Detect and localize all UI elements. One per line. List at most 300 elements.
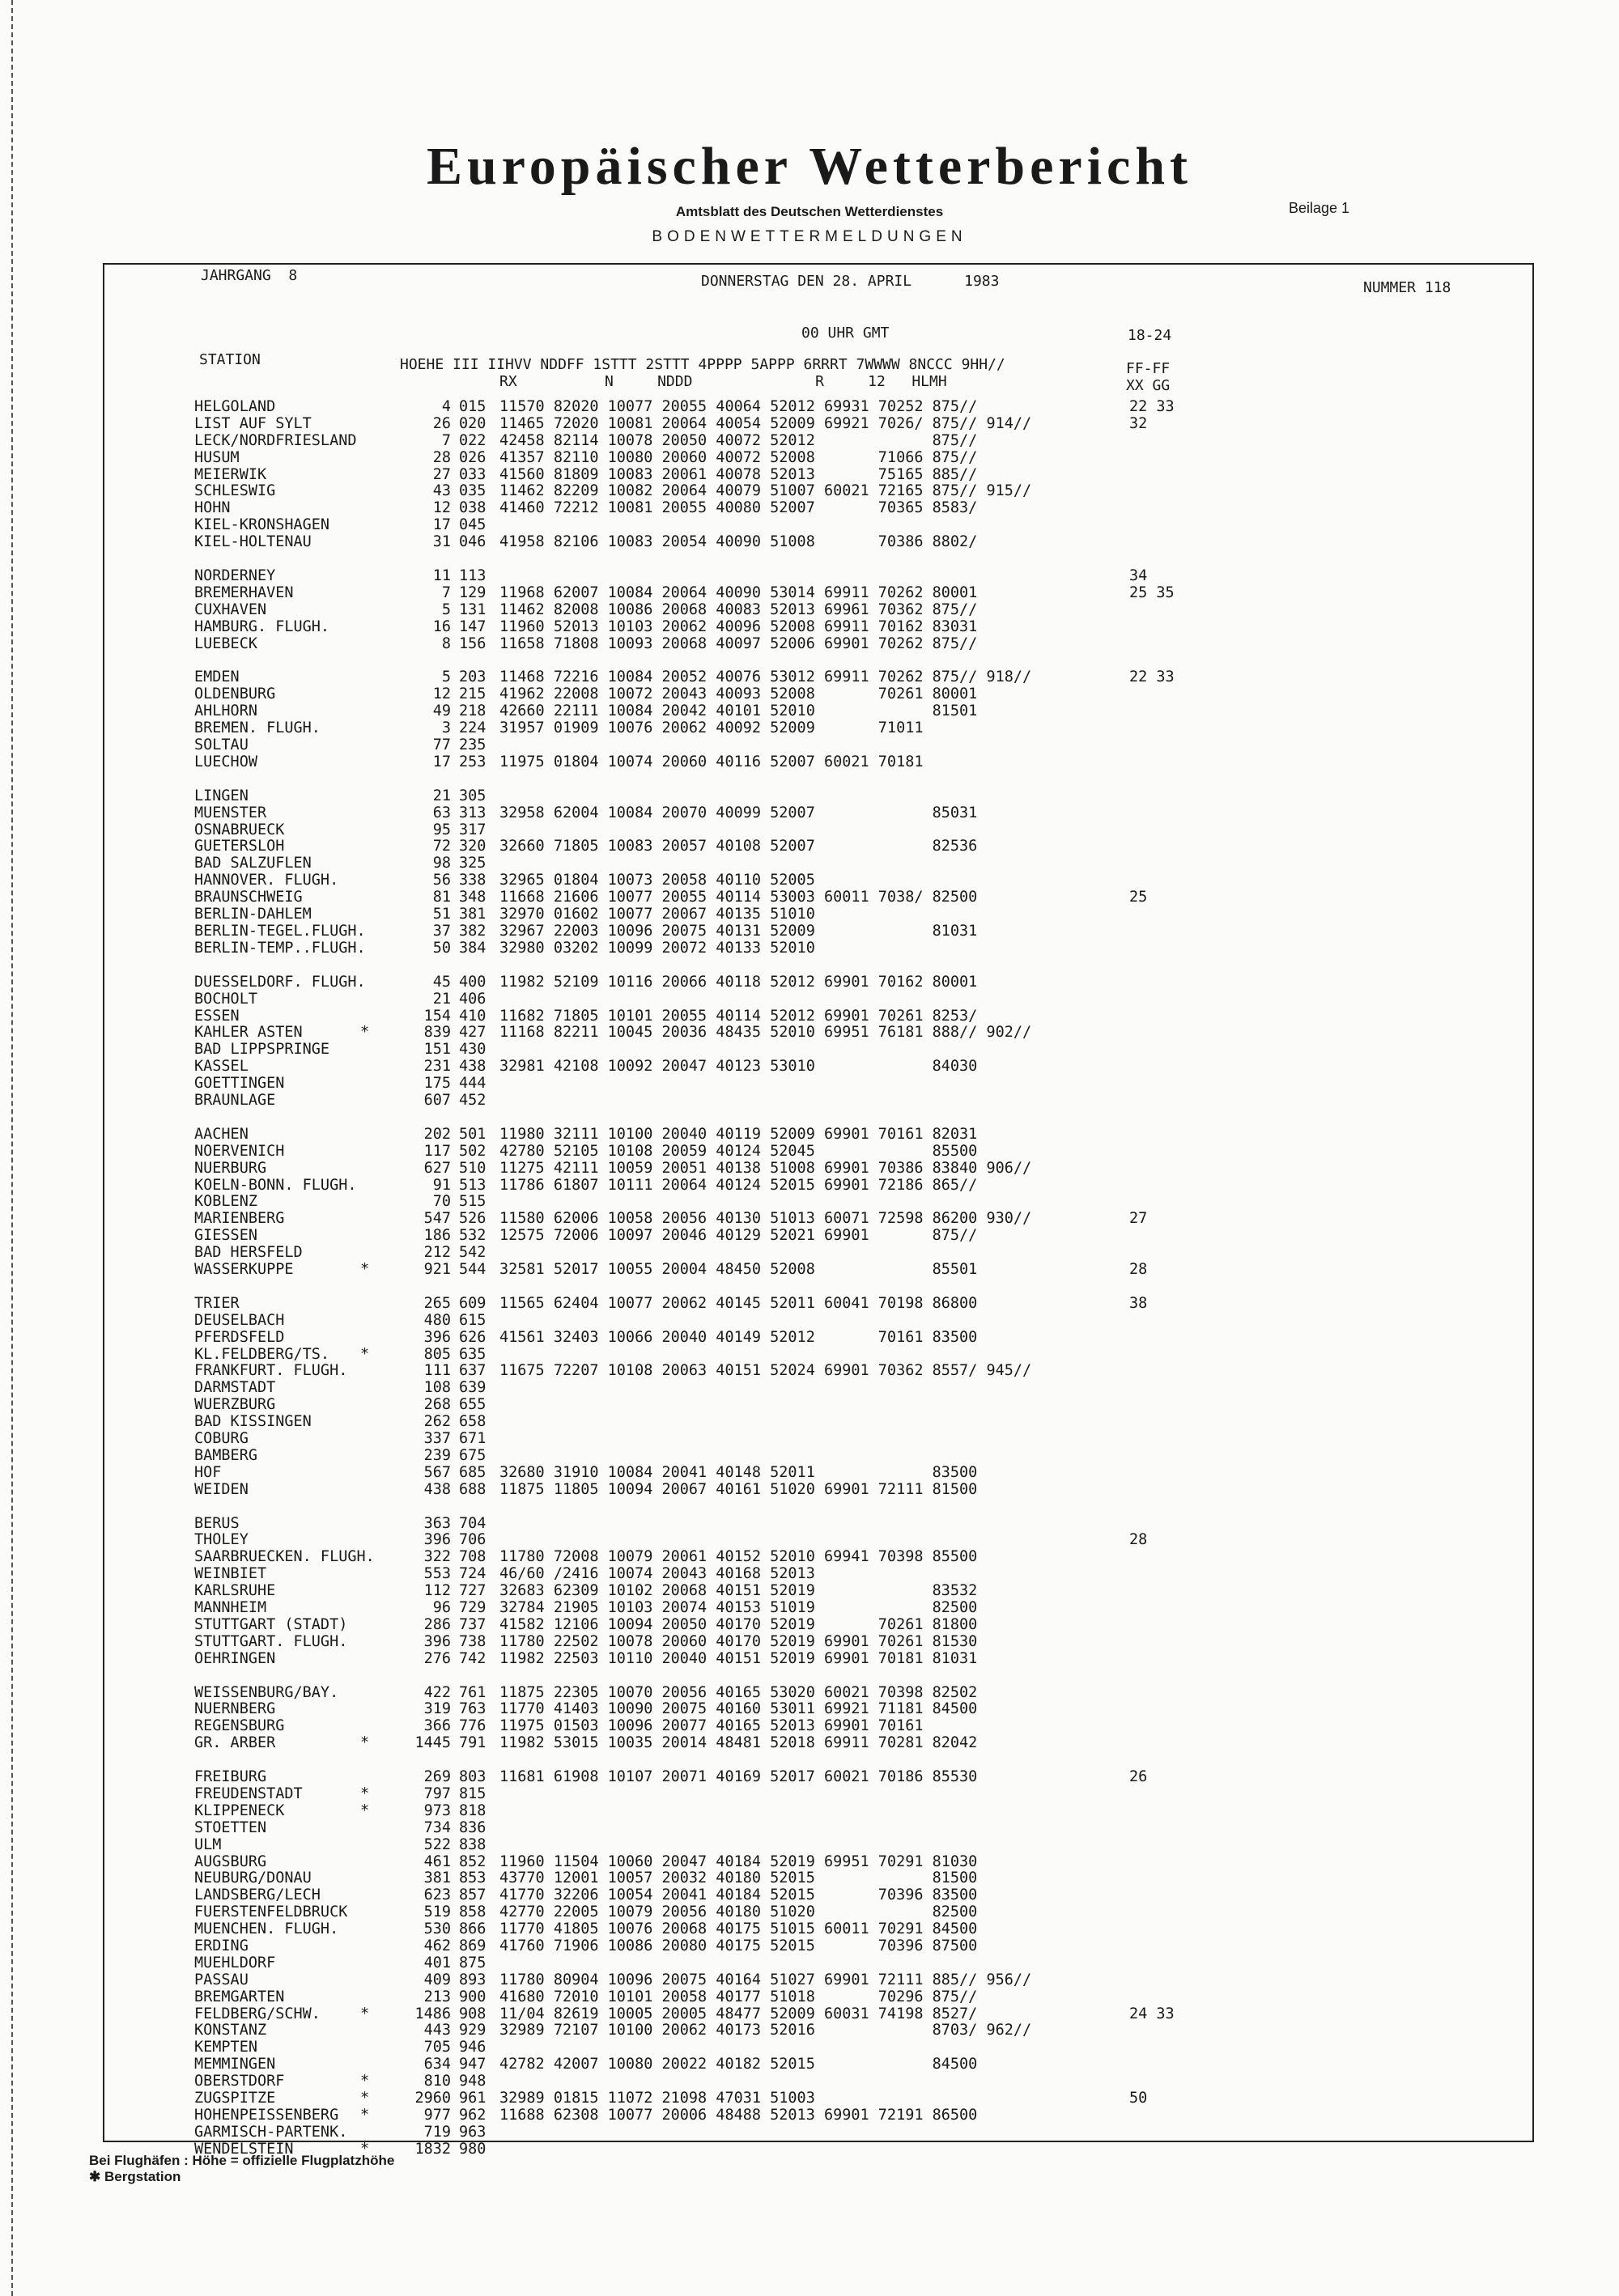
table-row — [194, 1531, 1506, 1548]
table-row — [194, 1058, 1506, 1075]
station-number: 761 — [459, 1683, 487, 1701]
station-height: 627 — [423, 1159, 451, 1177]
station-name: CUXHAVEN — [194, 601, 267, 618]
station-name: GUETERSLOH — [194, 838, 285, 855]
station-name: BRAUNSCHWEIG — [194, 889, 303, 906]
synop-groups: 41958 82106 10083 20054 40090 51008 70386 8802/ — [499, 533, 978, 551]
table-row — [194, 432, 1506, 449]
table-row — [194, 1024, 1506, 1041]
station-number: 637 — [459, 1362, 487, 1380]
table-row — [194, 1785, 1506, 1802]
station-number: 020 — [459, 414, 487, 432]
station-name: LINGEN — [194, 787, 249, 804]
table-row — [194, 1447, 1506, 1464]
station-height: 381 — [423, 1869, 451, 1887]
station-height: 1486 — [414, 2005, 451, 2022]
station-number: 022 — [459, 431, 487, 449]
code-column-header-line1: HOEHE III IIHVV NDDFF 1STTT 2STTT 4PPPP 5APPP 6RRRT 7WWWW 8NCCC 9HH// — [400, 356, 1005, 373]
station-number: 946 — [459, 2039, 487, 2056]
station-name: BERLIN-DAHLEM — [194, 906, 312, 923]
synop-groups: 11682 71805 10101 20055 40114 52012 69901 70261 8253/ — [499, 1007, 978, 1025]
station-height: 805 — [423, 1345, 451, 1363]
synop-groups: 11780 72008 10079 20061 40152 52010 69941 70398 85500 — [499, 1548, 978, 1566]
station-height: 51 — [432, 906, 451, 923]
station-name: MARIENBERG — [194, 1210, 285, 1228]
station-name: DUESSELDORF. FLUGH. — [194, 973, 366, 991]
station-height: 567 — [423, 1463, 451, 1481]
synop-groups: 11875 11805 10094 20067 40161 51020 69901 72111 81500 — [499, 1480, 978, 1498]
station-number: 791 — [459, 1734, 487, 1752]
station-height: 921 — [423, 1260, 451, 1278]
synop-groups: 11780 22502 10078 20060 40170 52019 69901 70261 81530 — [499, 1632, 978, 1650]
station-number: 452 — [459, 1091, 487, 1109]
footnote-mountain-station: ✱ Bergstation — [89, 2169, 181, 2184]
station-height: 1832 — [414, 2140, 451, 2158]
station-height: 27 — [432, 465, 451, 483]
table-row — [194, 1971, 1506, 1988]
station-height: 49 — [432, 702, 451, 720]
station-height: 112 — [423, 1582, 451, 1600]
station-number: 526 — [459, 1210, 487, 1228]
table-row — [194, 1261, 1506, 1278]
station-name: KOBLENZ — [194, 1193, 257, 1211]
table-row — [194, 719, 1506, 736]
table-row — [194, 872, 1506, 889]
station-number: 038 — [459, 499, 487, 517]
synop-groups: 11462 82209 10082 20064 40079 51007 60021 72165 875// 915// — [499, 482, 1032, 500]
table-row — [194, 753, 1506, 770]
station-height: 547 — [423, 1210, 451, 1228]
table-row — [194, 1346, 1506, 1363]
table-row — [194, 1903, 1506, 1920]
station-number: 400 — [459, 973, 487, 991]
table-row — [194, 1041, 1506, 1058]
table-row — [194, 1700, 1506, 1717]
station-name: NUERBURG — [194, 1159, 267, 1177]
publisher-subtitle: Amtsblatt des Deutschen Wetterdienstes — [675, 204, 944, 219]
table-row — [194, 1548, 1506, 1565]
station-number: 900 — [459, 1988, 487, 2005]
station-number: 803 — [459, 1768, 487, 1786]
station-number: 724 — [459, 1565, 487, 1583]
wind-peak: 32 — [1129, 414, 1148, 432]
station-name: BAD KISSINGEN — [194, 1413, 312, 1431]
station-number: 502 — [459, 1142, 487, 1160]
station-name: OLDENBURG — [194, 685, 276, 703]
station-name: MEMMINGEN — [194, 2056, 276, 2073]
station-name: HANNOVER. FLUGH. — [194, 872, 339, 889]
table-row — [194, 1565, 1506, 1582]
station-number: 430 — [459, 1041, 487, 1059]
binding-perforation — [0, 0, 13, 2296]
table-row — [194, 1362, 1506, 1379]
station-number: 815 — [459, 1785, 487, 1803]
station-height: 26 — [432, 414, 451, 432]
station-height: 175 — [423, 1075, 451, 1093]
station-name: BERLIN-TEGEL.FLUGH. — [194, 922, 366, 940]
station-number: 763 — [459, 1700, 487, 1718]
station-number: 655 — [459, 1396, 487, 1414]
table-row — [194, 940, 1506, 957]
table-row — [194, 1515, 1506, 1532]
table-row — [194, 1920, 1506, 1937]
station-height: 810 — [423, 2073, 451, 2090]
station-number: 501 — [459, 1125, 487, 1143]
synop-groups: 11982 53015 10035 20014 48481 52018 69911 70281 82042 — [499, 1734, 978, 1752]
table-row — [194, 1143, 1506, 1160]
synop-groups: 11675 72207 10108 20063 40151 52024 69901 70362 8557/ 945// — [499, 1362, 1032, 1380]
table-row — [194, 618, 1506, 635]
station-name: FUERSTENFELDBRUCK — [194, 1903, 348, 1921]
station-name: WEISSENBURG/BAY. — [194, 1683, 339, 1701]
station-name: EMDEN — [194, 668, 240, 686]
station-height: 7 — [441, 431, 451, 449]
synop-groups: 32970 01602 10077 20067 40135 51010 — [499, 906, 815, 923]
table-row — [194, 1684, 1506, 1701]
station-number: 147 — [459, 618, 487, 635]
station-number: 980 — [459, 2140, 487, 2158]
station-number: 317 — [459, 821, 487, 838]
station-height: 607 — [423, 1091, 451, 1109]
station-name: WENDELSTEIN — [194, 2140, 294, 2158]
table-row — [194, 567, 1506, 584]
synop-groups: 11570 82020 10077 20055 40064 52012 69931 70252 875// — [499, 398, 978, 415]
table-row — [194, 2039, 1506, 2056]
station-height: 45 — [432, 973, 451, 991]
station-height: 519 — [423, 1903, 451, 1921]
table-row — [194, 466, 1506, 483]
synop-groups: 32581 52017 10055 20004 48450 52008 85501 — [499, 1260, 978, 1278]
station-height: 265 — [423, 1294, 451, 1312]
station-number: 729 — [459, 1599, 487, 1616]
synop-groups: 42660 22111 10084 20042 40101 52010 81501 — [499, 702, 978, 720]
synop-groups: 41770 32206 10054 20041 40184 52015 70396 83500 — [499, 1886, 978, 1904]
station-height: 21 — [432, 787, 451, 804]
station-height: 8 — [441, 634, 451, 652]
page-title: Europäischer Wetterbericht — [426, 137, 1193, 196]
table-row — [194, 1008, 1506, 1025]
station-height: 276 — [423, 1649, 451, 1667]
station-height: 522 — [423, 1836, 451, 1853]
station-number: 515 — [459, 1193, 487, 1211]
station-height: 17 — [432, 753, 451, 770]
station-name: HOHENPEISSENBERG — [194, 2106, 339, 2124]
table-row — [194, 1954, 1506, 1971]
synop-groups: 32981 42108 10092 20047 40123 53010 84030 — [499, 1058, 978, 1076]
wind-peak: 26 — [1129, 1768, 1148, 1786]
table-row — [194, 1717, 1506, 1734]
station-name: PFERDSFELD — [194, 1328, 285, 1346]
station-number: 875 — [459, 1954, 487, 1971]
station-name: BAD LIPPSPRINGE — [194, 1041, 330, 1059]
station-number: 313 — [459, 804, 487, 821]
station-name: THOLEY — [194, 1531, 249, 1549]
wind-peak: 28 — [1129, 1260, 1148, 1278]
synop-groups: 41560 81809 10083 20061 40078 52013 75165 885// — [499, 465, 978, 483]
station-number: 129 — [459, 584, 487, 601]
synop-groups: 32660 71805 10083 20057 40108 52007 82536 — [499, 838, 978, 855]
synop-groups: 31957 01909 10076 20062 40092 52009 71011 — [499, 719, 924, 737]
wind-column-header-line1: FF-FF — [1126, 360, 1171, 377]
station-number: 444 — [459, 1075, 487, 1093]
station-column-header: STATION — [199, 351, 261, 368]
station-number: 962 — [459, 2106, 487, 2124]
table-row — [194, 838, 1506, 855]
synop-groups: 32958 62004 10084 20070 40099 52007 85031 — [499, 804, 978, 821]
wind-peak: 22 33 — [1129, 668, 1175, 686]
station-name: SCHLESWIG — [194, 482, 276, 500]
table-row — [194, 1768, 1506, 1785]
synop-groups: 12575 72006 10097 20046 40129 52021 69901 875// — [499, 1227, 978, 1245]
station-height: 21 — [432, 990, 451, 1008]
station-number: 675 — [459, 1446, 487, 1464]
station-name: HAMBURG. FLUGH. — [194, 618, 330, 635]
mountain-station-marker: * — [360, 1785, 370, 1803]
synop-groups: 32784 21905 10103 20074 40153 51019 82500 — [499, 1599, 978, 1616]
station-number: 325 — [459, 855, 487, 872]
table-row — [194, 415, 1506, 432]
table-row — [194, 1599, 1506, 1616]
station-number: 215 — [459, 685, 487, 703]
station-name: MUEHLDORF — [194, 1954, 276, 1971]
mountain-station-marker: * — [360, 1802, 370, 1819]
wind-peak: 50 — [1129, 2090, 1148, 2107]
table-row — [194, 449, 1506, 466]
station-height: 443 — [423, 2022, 451, 2039]
table-row — [194, 1650, 1506, 1667]
station-number: 626 — [459, 1328, 487, 1346]
group-separator — [194, 1498, 1506, 1515]
station-height: 70 — [432, 1193, 451, 1211]
station-name: KL.FELDBERG/TS. — [194, 1345, 330, 1363]
station-height: 7 — [441, 584, 451, 601]
wind-peak: 25 35 — [1129, 584, 1175, 601]
table-row — [194, 1126, 1506, 1143]
station-height: 72 — [432, 838, 451, 855]
synop-groups: 41357 82110 10080 20060 40072 52008 71066 875// — [499, 448, 978, 466]
station-height: 5 — [441, 668, 451, 686]
synop-groups: 41460 72212 10081 20055 40080 52007 70365 8583/ — [499, 499, 978, 517]
table-row — [194, 1177, 1506, 1194]
station-name: WASSERKUPPE — [194, 1260, 294, 1278]
synop-groups: 11275 42111 10059 20051 40138 51008 69901 70386 83840 906// — [499, 1159, 1032, 1177]
station-name: KOELN-BONN. FLUGH. — [194, 1176, 357, 1194]
station-number: 427 — [459, 1024, 487, 1042]
synop-groups: 32683 62309 10102 20068 40151 52019 83532 — [499, 1582, 978, 1600]
synop-groups: 11980 32111 10100 20040 40119 52009 69901 70161 82031 — [499, 1125, 978, 1143]
code-column-header-line2: RX N NDDD R 12 HLMH — [499, 373, 947, 390]
station-number: 542 — [459, 1244, 487, 1262]
table-row — [194, 702, 1506, 719]
table-row — [194, 1312, 1506, 1329]
table-row — [194, 668, 1506, 685]
station-name: BAMBERG — [194, 1446, 257, 1464]
table-row — [194, 736, 1506, 753]
station-name: HOHN — [194, 499, 231, 517]
table-row — [194, 499, 1506, 516]
station-height: 461 — [423, 1853, 451, 1870]
station-height: 319 — [423, 1700, 451, 1718]
station-height: 154 — [423, 1007, 451, 1025]
station-height: 719 — [423, 2123, 451, 2141]
synop-groups: 11/04 82619 10005 20005 48477 52009 60031 74198 8527/ — [499, 2005, 978, 2022]
station-name: OBERSTDORF — [194, 2073, 285, 2090]
station-height: 151 — [423, 1041, 451, 1059]
table-row — [194, 889, 1506, 906]
synop-groups: 32965 01804 10073 20058 40110 52005 — [499, 872, 815, 889]
station-height: 77 — [432, 736, 451, 754]
table-row — [194, 1582, 1506, 1599]
synop-groups: 11982 22503 10110 20040 40151 52019 69901 70181 81031 — [499, 1649, 978, 1667]
synop-groups: 32989 01815 11072 21098 47031 51003 — [499, 2090, 815, 2107]
station-name: OSNABRUECK — [194, 821, 285, 838]
synop-groups: 11465 72020 10081 20064 40054 52009 69921 7026/ 875// 914// — [499, 414, 1032, 432]
mountain-station-marker: * — [360, 1345, 370, 1363]
station-name: HELGOLAND — [194, 398, 276, 415]
station-height: 286 — [423, 1615, 451, 1633]
station-number: 948 — [459, 2073, 487, 2090]
station-number: 406 — [459, 990, 487, 1008]
station-number: 046 — [459, 533, 487, 551]
table-row — [194, 1853, 1506, 1870]
station-height: 553 — [423, 1565, 451, 1583]
table-row — [194, 1836, 1506, 1853]
station-name: BREMGARTEN — [194, 1988, 285, 2005]
station-number: 338 — [459, 872, 487, 889]
station-name: BERUS — [194, 1514, 240, 1532]
station-number: 235 — [459, 736, 487, 754]
station-number: 857 — [459, 1886, 487, 1904]
group-separator — [194, 1109, 1506, 1126]
station-number: 609 — [459, 1294, 487, 1312]
wind-peak: 34 — [1129, 567, 1148, 585]
station-number: 727 — [459, 1582, 487, 1600]
synop-groups: 11658 71808 10093 20068 40097 52006 69901 70262 875// — [499, 634, 978, 652]
volume-label: JAHRGANG 8 — [201, 267, 298, 284]
station-number: 639 — [459, 1379, 487, 1397]
station-name: AACHEN — [194, 1125, 249, 1143]
station-name: ERDING — [194, 1937, 249, 1955]
synop-groups: 11770 41403 10090 20075 40160 53011 69921 71181 84500 — [499, 1700, 978, 1718]
table-row — [194, 1193, 1506, 1210]
station-number: 858 — [459, 1903, 487, 1921]
station-height: 28 — [432, 448, 451, 466]
station-height: 202 — [423, 1125, 451, 1143]
station-number: 836 — [459, 1819, 487, 1836]
station-name: KIEL-KRONSHAGEN — [194, 516, 330, 534]
synop-groups: 42780 52105 10108 20059 40124 52045 85500 — [499, 1142, 978, 1160]
synop-groups: 11168 82211 10045 20036 48435 52010 69951 76181 888// 902// — [499, 1024, 1032, 1042]
station-name: REGENSBURG — [194, 1717, 285, 1735]
station-number: 033 — [459, 465, 487, 483]
synop-groups: 32980 03202 10099 20072 40133 52010 — [499, 939, 815, 957]
mountain-station-marker: * — [360, 1260, 370, 1278]
footnote-airport-height: Bei Flughäfen : Höhe = offizielle Flugplatzhöhe — [89, 2153, 395, 2168]
station-number: 305 — [459, 787, 487, 804]
station-name: TRIER — [194, 1294, 240, 1312]
station-number: 615 — [459, 1311, 487, 1329]
station-height: 438 — [423, 1480, 451, 1498]
station-height: 268 — [423, 1396, 451, 1414]
table-row — [194, 1075, 1506, 1092]
station-name: HOF — [194, 1463, 222, 1481]
station-height: 262 — [423, 1413, 451, 1431]
table-row — [194, 635, 1506, 652]
station-height: 839 — [423, 1024, 451, 1042]
station-name: FREIBURG — [194, 1768, 267, 1786]
synop-groups: 11960 11504 10060 20047 40184 52019 69951 70291 81030 — [499, 1853, 978, 1870]
footnotes — [89, 2153, 394, 2185]
synop-groups: 43770 12001 10057 20032 40180 52015 81500 — [499, 1869, 978, 1887]
synop-groups: 11982 52109 10116 20066 40118 52012 69901 70162 80001 — [499, 973, 978, 991]
synop-groups: 11770 41805 10076 20068 40175 51015 60011 70291 84500 — [499, 1920, 978, 1938]
station-number: 203 — [459, 668, 487, 686]
station-number: 156 — [459, 634, 487, 652]
station-number: 947 — [459, 2056, 487, 2073]
station-number: 738 — [459, 1632, 487, 1650]
table-row — [194, 991, 1506, 1008]
table-row — [194, 1633, 1506, 1650]
wind-peak: 28 — [1129, 1531, 1148, 1549]
station-number: 737 — [459, 1615, 487, 1633]
station-name: FELDBERG/SCHW. — [194, 2005, 321, 2022]
table-row — [194, 1430, 1506, 1447]
synop-groups: 11681 61908 10107 20071 40169 52017 60021 70186 85530 — [499, 1768, 978, 1786]
station-name: KEMPTEN — [194, 2039, 257, 2056]
station-height: 337 — [423, 1429, 451, 1447]
station-height: 56 — [432, 872, 451, 889]
station-height: 108 — [423, 1379, 451, 1397]
station-number: 869 — [459, 1937, 487, 1955]
table-row — [194, 1092, 1506, 1109]
synop-groups: 11565 62404 10077 20062 40145 52011 60041 70198 86800 — [499, 1294, 978, 1312]
station-height: 11 — [432, 567, 451, 585]
table-row — [194, 787, 1506, 804]
station-height: 111 — [423, 1362, 451, 1380]
synop-groups: 42770 22005 10079 20056 40180 51020 82500 — [499, 1903, 978, 1921]
table-row — [194, 1616, 1506, 1633]
station-name: MEIERWIK — [194, 465, 267, 483]
synop-groups: 11786 61807 10111 20064 40124 52015 69901 72186 865// — [499, 1176, 978, 1194]
synop-groups: 11975 01503 10096 20077 40165 52013 69901 70161 — [499, 1717, 924, 1735]
station-number: 544 — [459, 1260, 487, 1278]
station-number: 929 — [459, 2022, 487, 2039]
group-separator — [194, 1751, 1506, 1768]
station-height: 98 — [432, 855, 451, 872]
station-name: BAD HERSFELD — [194, 1244, 303, 1262]
station-number: 708 — [459, 1548, 487, 1566]
station-height: 96 — [432, 1599, 451, 1616]
synop-groups: 46/60 /2416 10074 20043 40168 52013 — [499, 1565, 815, 1583]
station-number: 410 — [459, 1007, 487, 1025]
synop-groups: 32989 72107 10100 20062 40173 52016 8703/ 962// — [499, 2022, 1032, 2039]
station-name: SAARBRUECKEN. FLUGH. — [194, 1548, 375, 1566]
table-row — [194, 1227, 1506, 1244]
group-separator — [194, 651, 1506, 668]
station-name: WEINBIET — [194, 1565, 267, 1583]
station-height: 363 — [423, 1514, 451, 1532]
table-row — [194, 1160, 1506, 1177]
issue-date: DONNERSTAG DEN 28. APRIL 1983 — [701, 273, 1000, 290]
synop-groups: 41962 22008 10072 20043 40093 52008 70261 80001 — [499, 685, 978, 703]
station-height: 409 — [423, 1971, 451, 1988]
station-height: 213 — [423, 1988, 451, 2005]
table-row — [194, 1988, 1506, 2005]
station-name: LUEBECK — [194, 634, 257, 652]
observation-time: 00 UHR GMT — [801, 325, 890, 342]
station-number: 035 — [459, 482, 487, 500]
station-name: STOETTEN — [194, 1819, 267, 1836]
